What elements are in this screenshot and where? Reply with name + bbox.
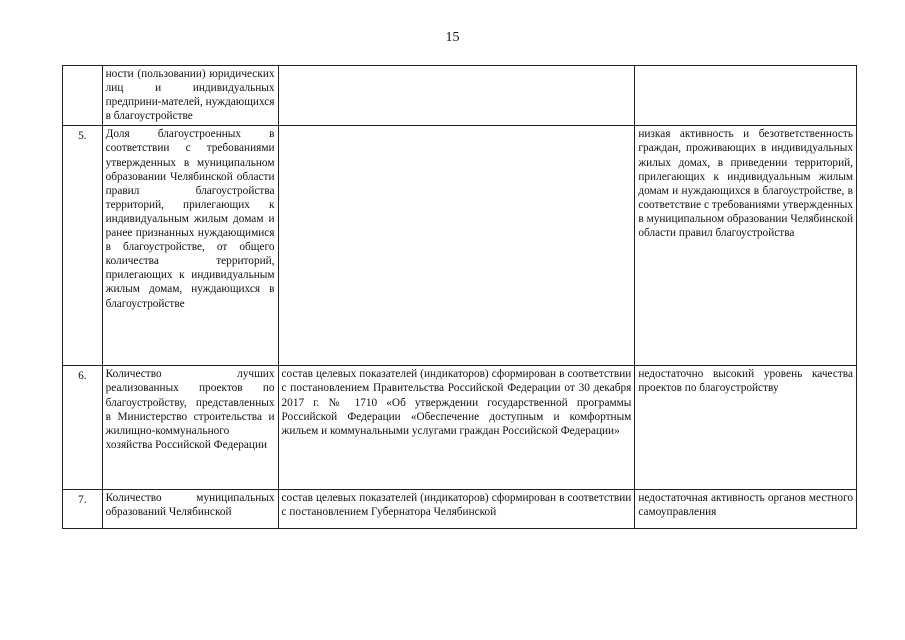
risk-cell [635, 66, 857, 126]
risk-text: недостаточная активность органов местного самоуправления [638, 492, 853, 519]
indicator-text: Количество муниципальных образований Челябинской [105, 492, 275, 519]
row-number [63, 66, 103, 126]
indicator-text: Доля благоустроенных в соответствии с требованиями утвержденных в муниципальном образовании Челябинской области правил благоустройства территорий, прилегающих к индивидуальным жилым домам и ранее признанных нуждающимися в благоустройстве, от общего количества территорий, прилегающих к индивидуальным жилым домам, нуждающихся в благоустройстве [105, 128, 275, 310]
basis-cell [278, 66, 635, 126]
row-number: 6. [63, 366, 103, 490]
table-row [63, 126, 857, 366]
basis-text: состав целевых показателей (индикаторов) сформирован в соответствии с постановлением Правительства Российской Федерации от 30 декабря 2017 г. № 1710 «Об утверждении государственной программы Российской Федерации «Обеспечение доступным и комфортным жильем и коммунальными услугами граждан Российской Федерации» [281, 368, 632, 437]
indicator-text: ности (пользовании) юридических лиц и индивидуальных предприни-мателей, нуждающихся в благоустройстве [105, 68, 275, 123]
basis-text: состав целевых показателей (индикаторов) сформирован в соответствии с постановлением Губернатора Челябинской [281, 492, 632, 519]
row-number: 5. [63, 126, 103, 366]
table-row [63, 366, 857, 490]
indicator-cell [102, 366, 278, 490]
indicator-cell [102, 490, 278, 529]
risk-text: недостаточно высокий уровень качества проектов по благоустройству [638, 368, 853, 395]
risk-cell [635, 366, 857, 490]
indicator-cell [102, 126, 278, 366]
indicator-text: Количество лучших реализованных проектов по благоустройству, представленных в Министерство строительства и жилищно-коммунального хозяйства Российской Федерации [105, 368, 275, 451]
indicators-table [62, 65, 857, 529]
table-row [63, 66, 857, 126]
page-number: 15 [445, 30, 460, 45]
basis-cell [278, 490, 635, 529]
risk-text: низкая активность и безответственность граждан, проживающих в индивидуальных жилых домах, в приведении территорий, прилегающих к индивидуальным жилым домам и нуждающихся в благоустройстве, в соответствие с требованиями утвержденных в муниципальном образовании Челябинской области правил благоустройства [638, 128, 853, 240]
basis-cell [278, 126, 635, 366]
risk-cell [635, 490, 857, 529]
risk-cell [635, 126, 857, 366]
table-row [63, 490, 857, 529]
row-number: 7. [63, 490, 103, 529]
basis-cell [278, 366, 635, 490]
indicator-cell [102, 66, 278, 126]
